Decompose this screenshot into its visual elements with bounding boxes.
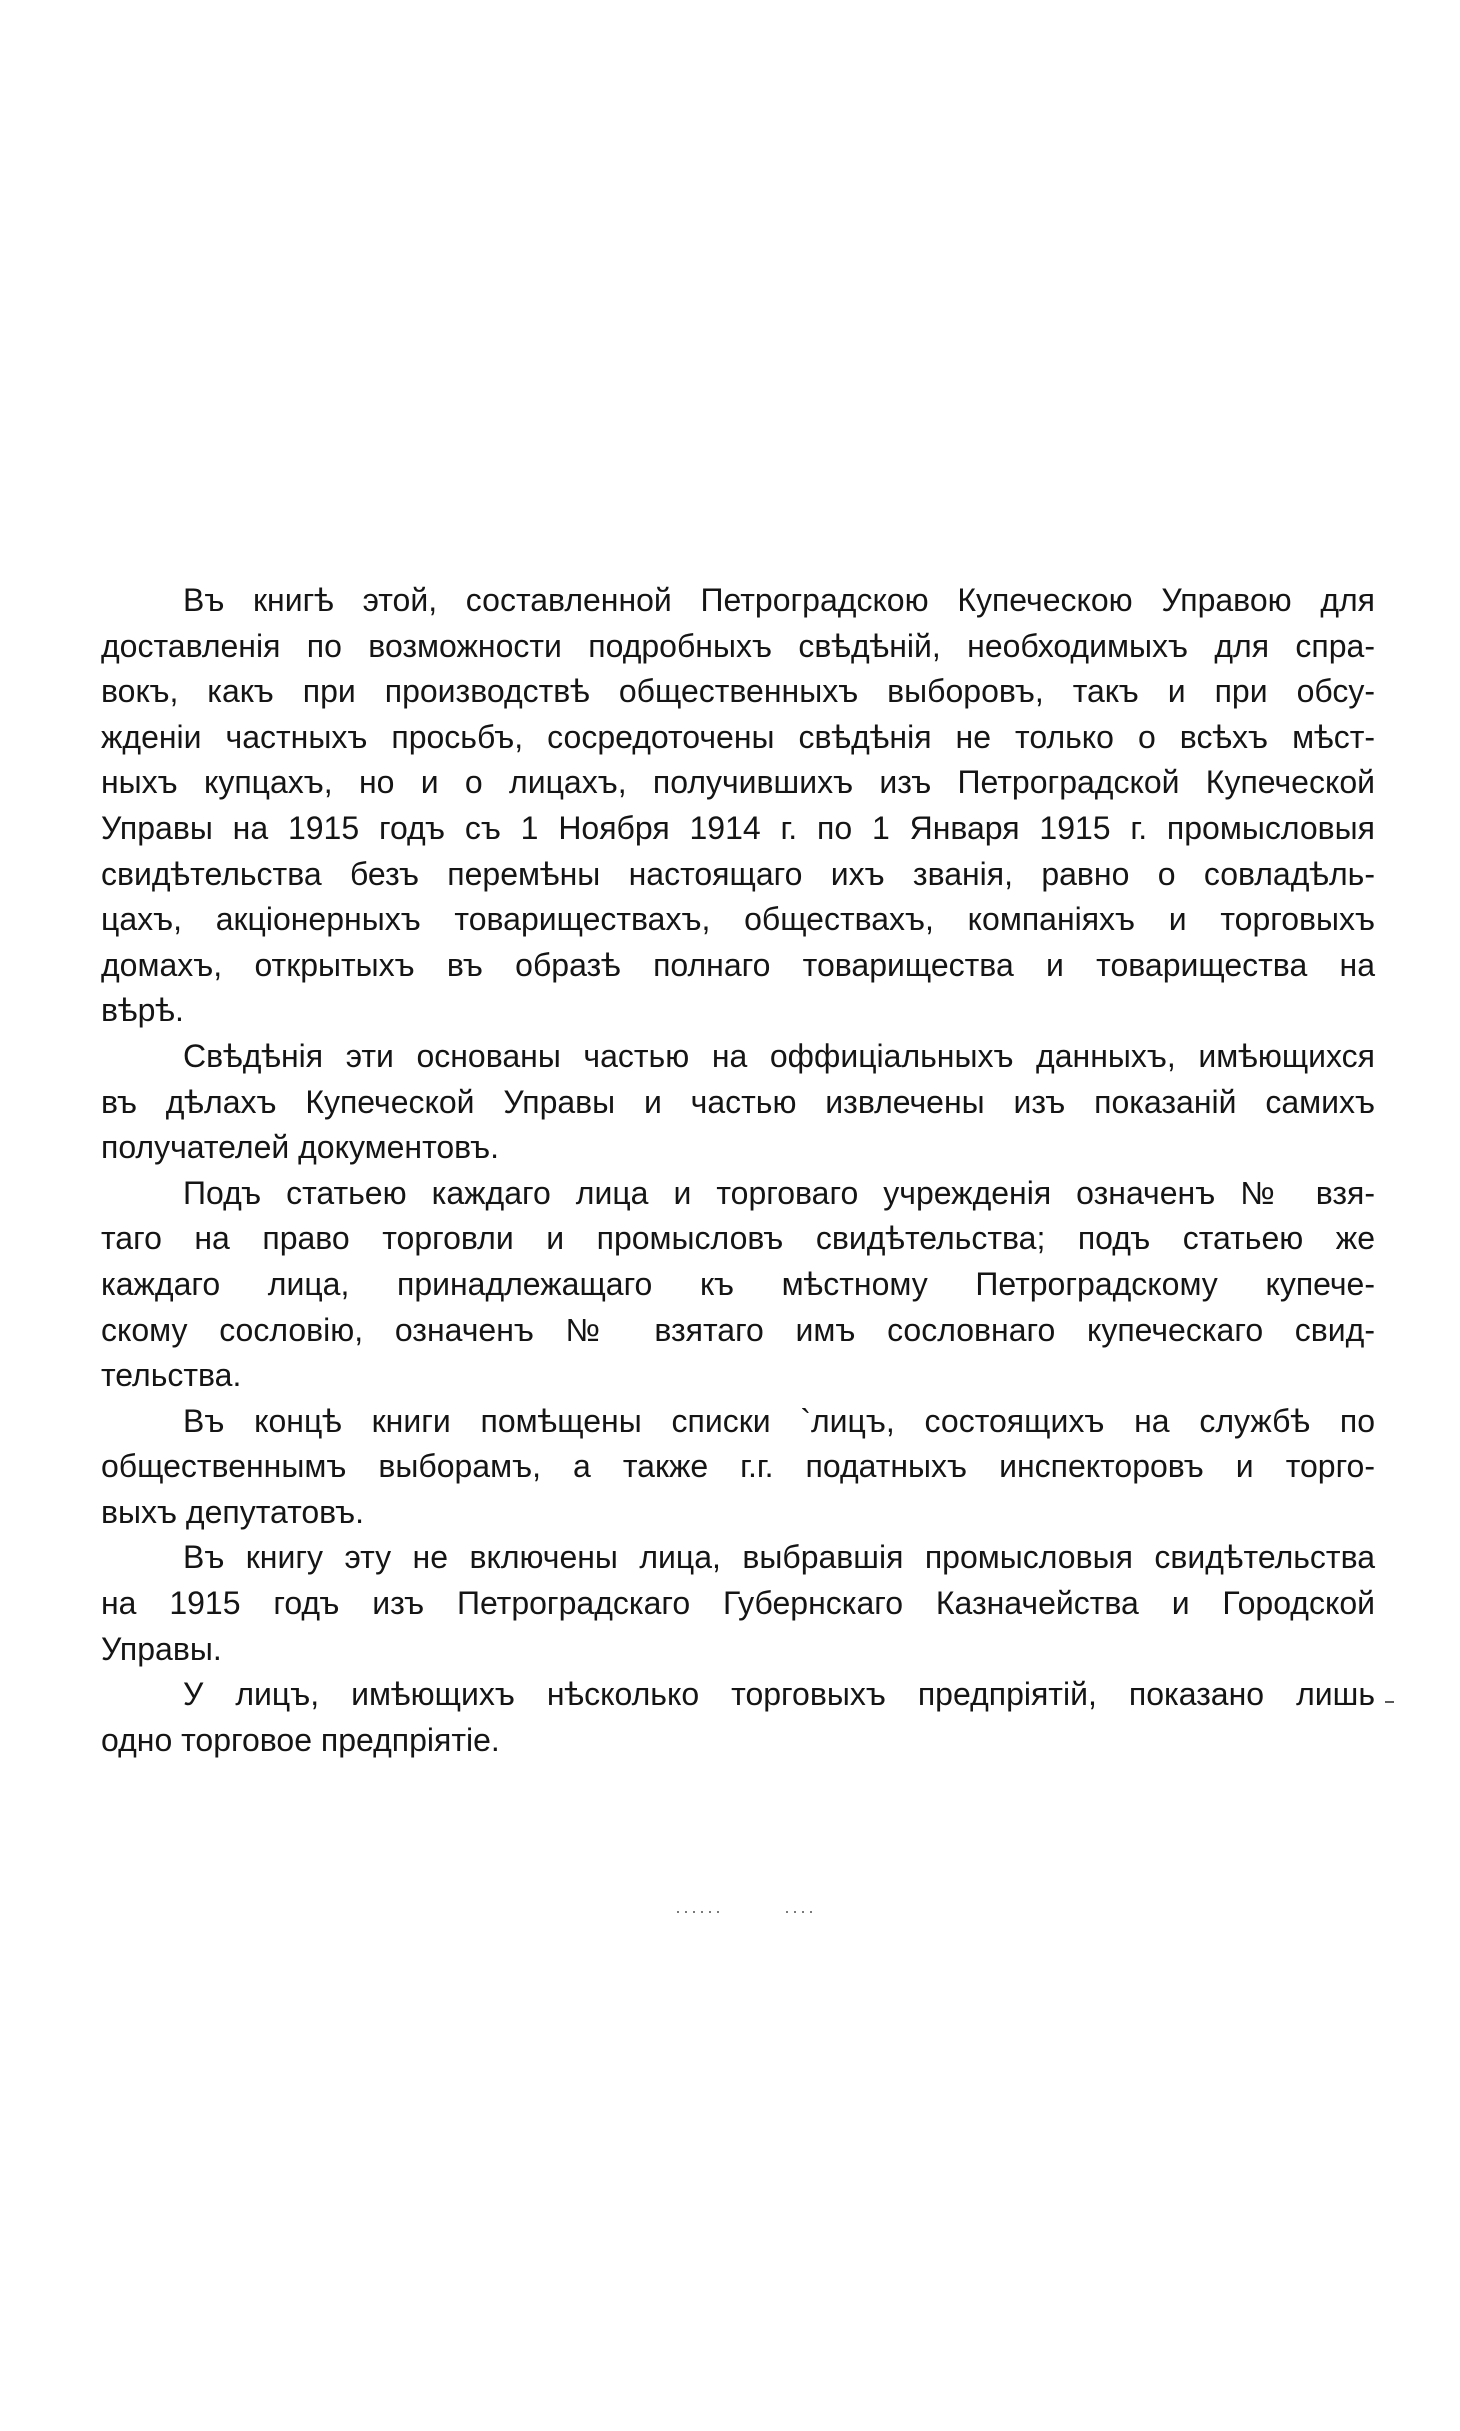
- text-line: на 1915 годъ изъ Петроградскаго Губернскаго Казначейства и Городской: [101, 1585, 1375, 1622]
- paragraph-2: [101, 1034, 1375, 1171]
- paragraph-4: [101, 1399, 1375, 1536]
- text-line: въ дѣлахъ Купеческой Управы и частью извлечены изъ показаній самихъ: [101, 1083, 1375, 1120]
- text-line: каждаго лица, принадлежащаго къ мѣстному Петроградскому купече-: [101, 1265, 1375, 1302]
- text-line: Управы.: [101, 1630, 222, 1667]
- text-line: свидѣтельства безъ перемѣны настоящаго ихъ званія, равно о совладѣль-: [101, 855, 1375, 892]
- text-line: скому сословію, означенъ № взятаго имъ сословнаго купеческаго свид-: [101, 1311, 1375, 1348]
- text-line: доставленія по возможности подробныхъ свѣдѣній, необходимыхъ для спра-: [101, 627, 1375, 664]
- text-line: одно торговое предпріятіе.: [101, 1721, 500, 1758]
- text-line: общественнымъ выборамъ, а также г.г. податныхъ инспекторовъ и торго-: [101, 1448, 1375, 1485]
- text-line: получателей документовъ.: [101, 1129, 499, 1166]
- paragraph-5: [101, 1535, 1375, 1672]
- body-text: [101, 578, 1375, 1763]
- text-line: Свѣдѣнія эти основаны частью на оффиціальныхъ данныхъ, имѣющихся: [183, 1037, 1375, 1074]
- text-line: вѣрѣ.: [101, 992, 184, 1029]
- scan-dots-left: [677, 1911, 721, 1913]
- scan-dots-right: [786, 1911, 818, 1913]
- text-line: тельства.: [101, 1357, 242, 1394]
- text-line: домахъ, открытыхъ въ образѣ полнаго товарищества и товарищества на: [101, 946, 1375, 983]
- paragraph-6: [101, 1672, 1375, 1763]
- margin-dash-mark: [1385, 1701, 1394, 1703]
- text-line: жденіи частныхъ просьбъ, сосредоточены свѣдѣнія не только о всѣхъ мѣст-: [101, 718, 1375, 755]
- text-line: Въ книгѣ этой, составленной Петроградскою Купеческою Управою для: [183, 582, 1375, 618]
- text-line: Въ книгу эту не включены лица, выбравшія промысловыя свидѣтельства: [183, 1539, 1375, 1576]
- text-line: цахъ, акціонерныхъ товариществахъ, обществахъ, компаніяхъ и торговыхъ: [101, 901, 1375, 938]
- paragraph-3: [101, 1171, 1375, 1399]
- paragraph-1: [101, 578, 1375, 1034]
- text-line: Управы на 1915 годъ съ 1 Ноября 1914 г. по 1 Января 1915 г. промысловыя: [101, 809, 1375, 846]
- text-line: вокъ, какъ при производствѣ общественныхъ выборовъ, такъ и при обсу-: [101, 673, 1375, 710]
- text-line: У лицъ, имѣющихъ нѣсколько торговыхъ предпріятій, показано лишь: [183, 1676, 1375, 1713]
- text-line: ныхъ купцахъ, но и о лицахъ, получившихъ изъ Петроградской Купеческой: [101, 764, 1375, 801]
- text-line: Въ концѣ книги помѣщены списки `лицъ, состоящихъ на службѣ по: [183, 1402, 1375, 1439]
- text-line: выхъ депутатовъ.: [101, 1493, 364, 1530]
- text-line: Подъ статьею каждаго лица и торговаго учрежденія означенъ № взя-: [183, 1174, 1375, 1211]
- text-line: таго на право торговли и промысловъ свидѣтельства; подъ статьею же: [101, 1220, 1375, 1257]
